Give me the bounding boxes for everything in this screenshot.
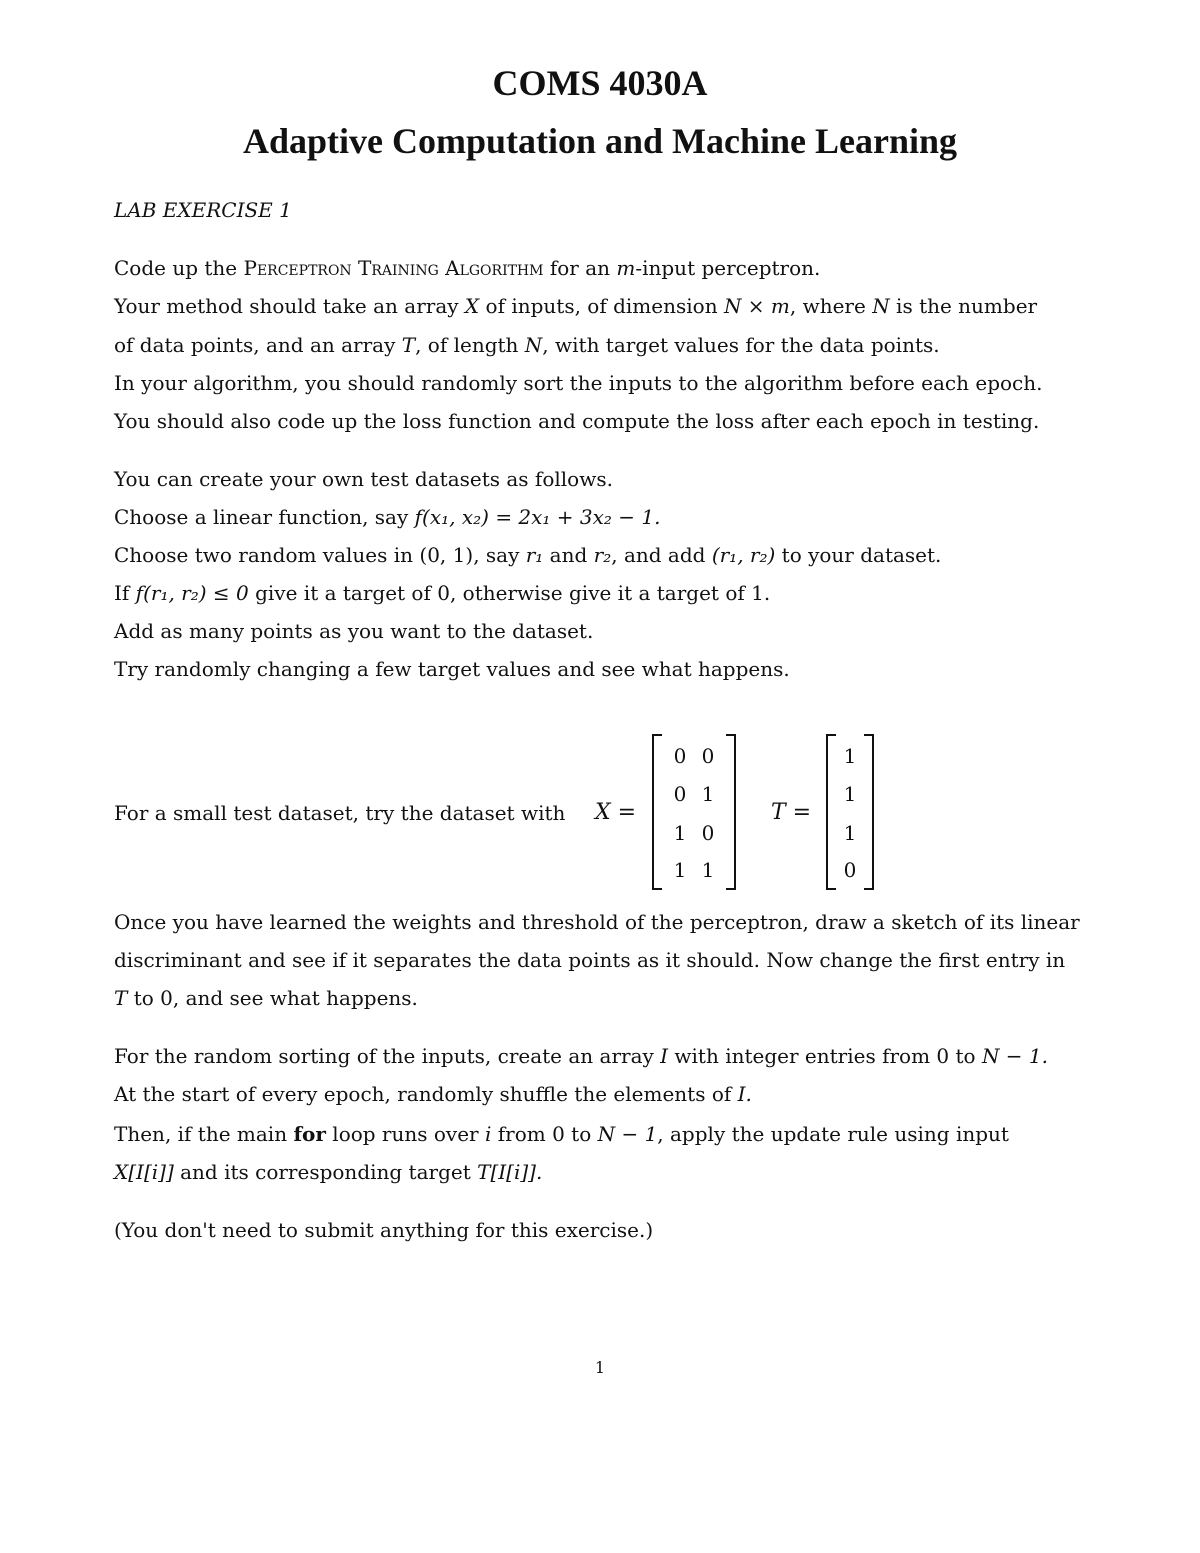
- matrix-cell: 0: [673, 782, 687, 806]
- text: of inputs, of dimension: [479, 294, 724, 318]
- math-I: I: [660, 1044, 669, 1068]
- sorting-line-1: [114, 1042, 1048, 1070]
- text: -input perceptron.: [635, 256, 821, 280]
- text: , and add: [611, 543, 712, 567]
- datasets-line-1: You can create your own test datasets as follows.: [114, 467, 613, 491]
- math-m: m: [616, 256, 636, 280]
- text: Code up the: [114, 256, 244, 280]
- intro-line-2: [114, 292, 1037, 320]
- matrix-cell: 0: [843, 858, 857, 882]
- matrix-T: [826, 736, 874, 888]
- text: give it a target of 0, otherwise give it a target of 1.: [248, 581, 771, 605]
- math-X-index: X[I[i]]: [114, 1160, 174, 1184]
- sorting-line-3: [114, 1120, 1009, 1148]
- submission-note: (You don't need to submit anything for this exercise.): [114, 1218, 654, 1242]
- intro-line-4: In your algorithm, you should randomly sort the inputs to the algorithm before each epoch.: [114, 371, 1043, 395]
- exercise-label: LAB EXERCISE 1: [114, 198, 292, 222]
- matrix-cell: 1: [843, 744, 857, 768]
- math-X: X: [464, 294, 480, 318]
- text: from 0 to: [491, 1122, 598, 1146]
- text: loop runs over: [325, 1122, 485, 1146]
- matrix-cell: 0: [701, 744, 715, 768]
- right-bracket: [864, 734, 874, 890]
- math-dimension: N × m: [723, 294, 790, 318]
- right-bracket: [726, 734, 736, 890]
- datasets-line-5: Add as many points as you want to the dataset.: [114, 619, 594, 643]
- text: , with target values for the data points.: [542, 333, 940, 357]
- text: for an: [543, 256, 617, 280]
- keyword-for: for: [293, 1122, 326, 1146]
- text: with integer entries from 0 to: [668, 1044, 982, 1068]
- text: to 0, and see what happens.: [127, 986, 418, 1010]
- matrix-T-label: T =: [771, 800, 812, 825]
- text: , apply the update rule using input: [657, 1122, 1009, 1146]
- matrix-cell: 0: [673, 744, 687, 768]
- text: to your dataset.: [775, 543, 942, 567]
- left-bracket: [652, 734, 662, 890]
- text: is the number: [889, 294, 1038, 318]
- learned-line-3: [114, 984, 418, 1012]
- matrix-cell: 1: [673, 821, 687, 845]
- small-test-label: For a small test dataset, try the dataset with: [114, 801, 566, 825]
- math-condition: f(r₁, r₂) ≤ 0: [135, 581, 249, 605]
- datasets-line-6: Try randomly changing a few target values and see what happens.: [114, 657, 790, 681]
- page-number: 1: [594, 1358, 606, 1377]
- text: If: [114, 581, 136, 605]
- math-interval: (0, 1): [419, 543, 474, 567]
- math-pair: (r₁, r₂): [711, 543, 776, 567]
- math-T: T: [114, 986, 128, 1010]
- learned-line-2: discriminant and see if it separates the data points as it should. Now change the first entry in: [114, 948, 1066, 972]
- text: Choose a linear function, say: [114, 505, 415, 529]
- sorting-line-4: [114, 1158, 542, 1186]
- matrix-X-label: X =: [595, 800, 637, 825]
- datasets-line-3: [114, 541, 941, 569]
- math-N: N: [524, 333, 543, 357]
- math-r1: r₁: [525, 543, 544, 567]
- text: At the start of every epoch, randomly shuffle the elements of: [114, 1082, 738, 1106]
- text: , where: [789, 294, 873, 318]
- datasets-line-2: [114, 503, 661, 531]
- matrix-X: [652, 736, 736, 888]
- intro-line-1: [114, 254, 820, 282]
- math-T: T: [401, 333, 416, 357]
- math-i: i: [484, 1122, 492, 1146]
- algorithm-name: Perceptron Training Algorithm: [243, 256, 544, 280]
- math-T-index: T[I[i]].: [477, 1160, 543, 1184]
- intro-line-5: You should also code up the loss function and compute the loss after each epoch in testing.: [114, 409, 1040, 433]
- matrix-cell: 1: [701, 782, 715, 806]
- text: Then, if the main: [114, 1122, 294, 1146]
- text: For the random sorting of the inputs, create an array: [114, 1044, 661, 1068]
- text: Choose two random values in: [114, 543, 420, 567]
- learned-line-1: Once you have learned the weights and threshold of the perceptron, draw a sketch of its linear: [114, 910, 1080, 934]
- matrix-cell: 1: [843, 821, 857, 845]
- left-bracket: [826, 734, 836, 890]
- math-linear-function: f(x₁, x₂) = 2x₁ + 3x₂ − 1.: [414, 505, 661, 529]
- text: and its corresponding target: [173, 1160, 478, 1184]
- course-title: Adaptive Computation and Machine Learning: [242, 121, 958, 161]
- datasets-line-4: [114, 579, 770, 607]
- math-N-minus-1: N − 1.: [981, 1044, 1048, 1068]
- math-N: N: [872, 294, 890, 318]
- matrix-cell: 0: [701, 821, 715, 845]
- text: , say: [473, 543, 526, 567]
- sorting-line-2: [114, 1080, 752, 1108]
- math-r2: r₂: [593, 543, 612, 567]
- intro-line-3: [114, 331, 940, 359]
- matrix-cell: 1: [701, 858, 715, 882]
- text: , of length: [415, 333, 525, 357]
- text: of data points, and an array: [114, 333, 402, 357]
- matrix-cell: 1: [843, 782, 857, 806]
- course-code: COMS 4030A: [492, 63, 708, 103]
- math-N-minus-1: N − 1: [597, 1122, 658, 1146]
- text: Your method should take an array: [114, 294, 465, 318]
- math-I: I.: [737, 1082, 752, 1106]
- matrix-cell: 1: [673, 858, 687, 882]
- text: and: [543, 543, 594, 567]
